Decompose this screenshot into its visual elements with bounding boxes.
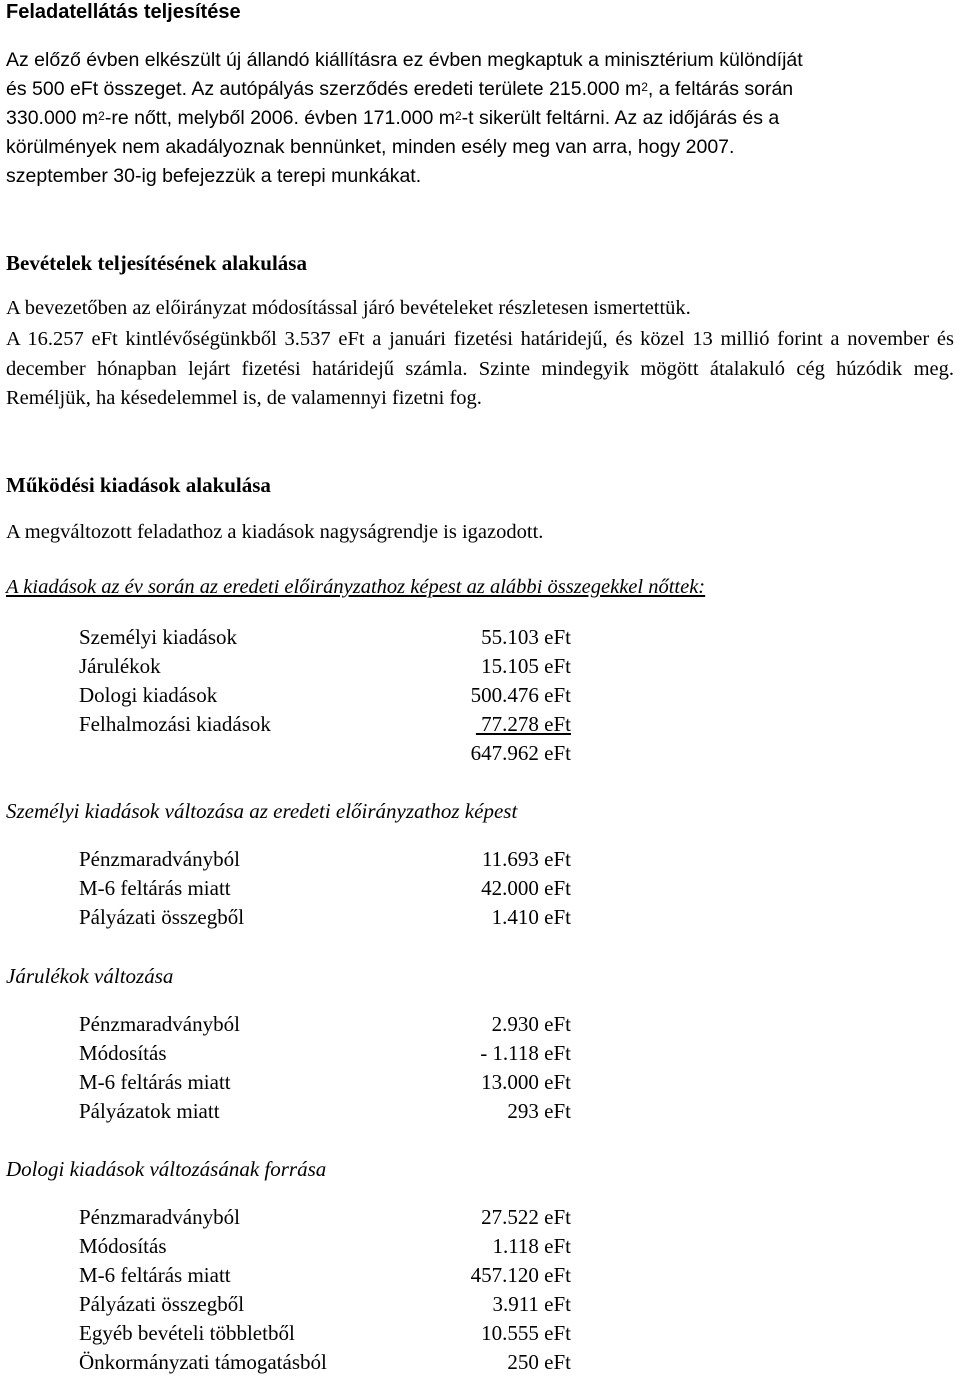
contrib-row: Módosítás - 1.118 eFt [79, 1041, 571, 1065]
paragraph-line: Az előző évben elkészült új állandó kiállításra ez évben megkaptuk a minisztérium különdíját [6, 49, 803, 71]
paragraph-line: körülmények nem akadályoznak bennünket, minden esély meg van arra, hogy 2007. [6, 136, 735, 158]
expenses-intro: A megváltozott feladathoz a kiadások nagyságrendje is igazodott. [6, 521, 544, 543]
material-row: Önkormányzati támogatásból 250 eFt [79, 1350, 571, 1374]
material-row: Módosítás 1.118 eFt [79, 1234, 571, 1258]
increase-title: A kiadások az év során az eredeti előirányzathoz képest az alábbi összegekkel nőttek: [6, 576, 706, 598]
personal-row: Pályázati összegből 1.410 eFt [79, 905, 571, 929]
material-title: Dologi kiadások változásának forrása [6, 1157, 327, 1181]
increase-row: Járulékok 15.105 eFt [79, 654, 571, 678]
material-row: Egyéb bevételi többletből 10.555 eFt [79, 1321, 571, 1345]
personal-row: Pénzmaradványból 11.693 eFt [79, 847, 571, 871]
contrib-title: Járulékok változása [6, 964, 174, 988]
paragraph-line: szeptember 30-ig befejezzük a terepi munkákat. [6, 165, 422, 187]
material-row: Pénzmaradványból 27.522 eFt [79, 1205, 571, 1229]
increase-row: Dologi kiadások 500.476 eFt [79, 683, 571, 707]
section-heading-revenue: Bevételek teljesítésének alakulása [6, 251, 307, 275]
personal-title: Személyi kiadások változása az eredeti előirányzathoz képest [6, 799, 518, 823]
increase-total: 647.962 eFt [470, 741, 571, 765]
section-heading-tasks: Feladatellátás teljesítése [6, 1, 241, 23]
increase-total-row [79, 741, 571, 770]
contrib-row: Pénzmaradványból 2.930 eFt [79, 1012, 571, 1036]
revenue-paragraph: A 16.257 eFt kintlévőségünkből 3.537 eFt a januári fizetési határidejű, és közel 13 millió forint a november és december hónapban lejárt fizetési határidejű számla. Szinte mindegyik mögött átalakuló cég húzódik meg. Reméljük, ha késedelemmel is, de valamennyi fizetni fog. [6, 328, 954, 409]
personal-row: M-6 feltárás miatt 42.000 eFt [79, 876, 571, 900]
paragraph-line: 330.000 $m^2-re$ nőtt, melyből 2006. évben 171.000 $m^2-t$ sikerült feltárni. Az az időjárás és a [6, 107, 780, 129]
increase-row: Felhalmozási kiadások 77.278 eFt [79, 712, 571, 736]
material-row: Pályázati összegből 3.911 eFt [79, 1292, 571, 1316]
revenue-intro: A bevezetőben az előirányzat módosítással járó bevételeket részletesen ismertettük. [6, 297, 691, 319]
increase-row: Személyi kiadások 55.103 eFt [79, 625, 571, 649]
paragraph-line: és 500 eFt összeget. Az autópályás szerződés eredeti területe 215.000 $m^2$, a feltárás során [6, 78, 794, 100]
contrib-row: M-6 feltárás miatt 13.000 eFt [79, 1070, 571, 1094]
material-row: M-6 feltárás miatt 457.120 eFt [79, 1263, 571, 1287]
section-heading-expenses: Működési kiadások alakulása [6, 473, 271, 497]
contrib-row: Pályázatok miatt 293 eFt [79, 1099, 571, 1123]
